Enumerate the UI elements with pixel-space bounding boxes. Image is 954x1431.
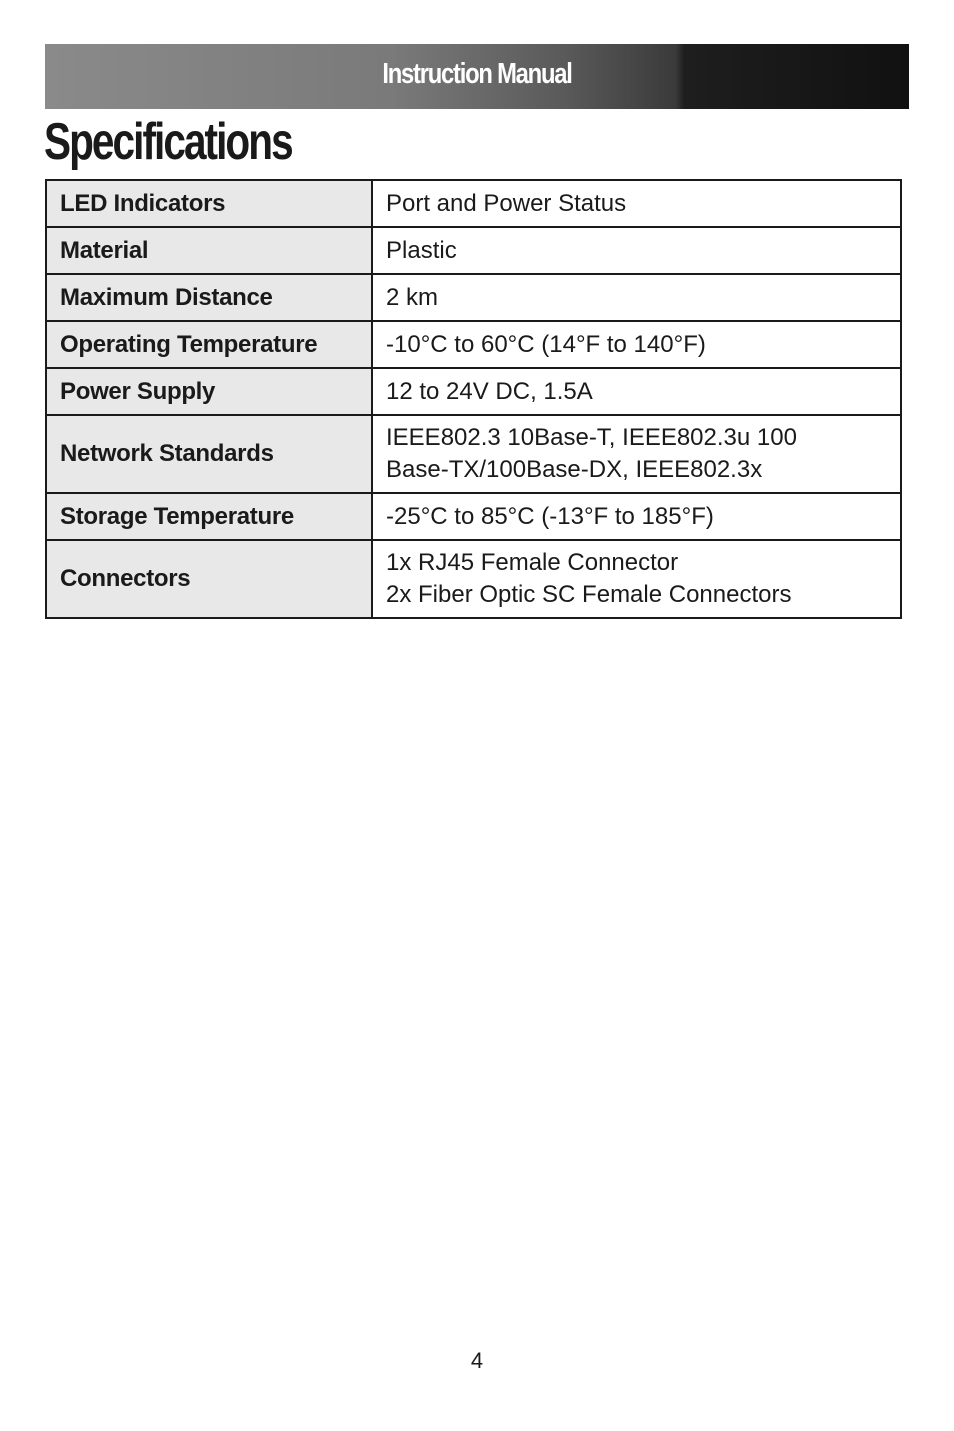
table-row bbox=[46, 227, 901, 274]
spec-value-line: -25°C to 85°C (-13°F to 185°F) bbox=[386, 502, 714, 530]
spec-value bbox=[372, 321, 901, 368]
spec-value-line: 1x RJ45 Female Connector bbox=[386, 549, 679, 576]
spec-value bbox=[372, 274, 901, 321]
spec-label: Operating Temperature bbox=[46, 321, 372, 368]
table-row bbox=[46, 180, 901, 227]
spec-value bbox=[372, 415, 901, 493]
spec-value-line: 2 km bbox=[386, 283, 439, 311]
spec-value bbox=[372, 493, 901, 540]
table-row bbox=[46, 274, 901, 321]
header-bar bbox=[45, 44, 909, 109]
spec-value-line: Plastic bbox=[386, 236, 457, 264]
spec-label: Power Supply bbox=[46, 368, 372, 415]
table-row bbox=[46, 321, 901, 368]
spec-label: LED Indicators bbox=[46, 180, 372, 227]
table-row bbox=[46, 493, 901, 540]
spec-value bbox=[372, 180, 901, 227]
spec-value-line: Base-TX/100Base-DX, IEEE802.3x bbox=[386, 456, 763, 483]
spec-label: Network Standards bbox=[46, 415, 372, 493]
table-row bbox=[46, 368, 901, 415]
spec-label: Maximum Distance bbox=[46, 274, 372, 321]
spec-label: Connectors bbox=[46, 540, 372, 618]
spec-value-line: Port and Power Status bbox=[386, 189, 627, 217]
spec-value-line: 12 to 24V DC, 1.5A bbox=[386, 377, 593, 405]
page-number: 4 bbox=[470, 1348, 484, 1373]
header-title: Instruction Manual bbox=[382, 58, 572, 90]
spec-value-line: 2x Fiber Optic SC Female Connectors bbox=[386, 581, 792, 608]
table-row bbox=[46, 540, 901, 618]
table-row bbox=[46, 415, 901, 493]
spec-value-line: -10°C to 60°C (14°F to 140°F) bbox=[386, 330, 706, 358]
spec-label: Material bbox=[46, 227, 372, 274]
spec-value bbox=[372, 540, 901, 618]
specifications-table bbox=[45, 179, 902, 619]
spec-value bbox=[372, 368, 901, 415]
spec-value-line: IEEE802.3 10Base-T, IEEE802.3u 100 bbox=[386, 424, 797, 451]
spec-value bbox=[372, 227, 901, 274]
page-title: Specifications bbox=[44, 113, 292, 171]
spec-label: Storage Temperature bbox=[46, 493, 372, 540]
